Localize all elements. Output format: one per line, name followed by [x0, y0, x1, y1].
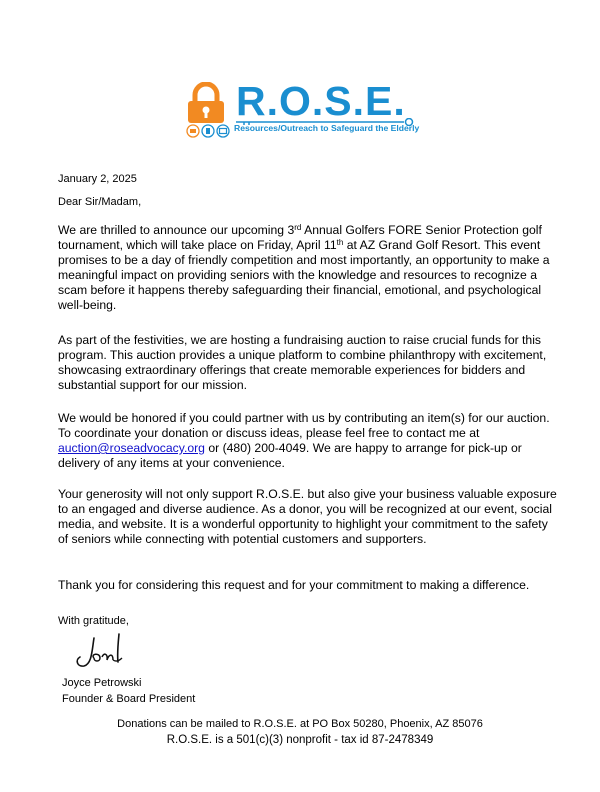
paragraph-thanks: Thank you for considering this request and for your commitment to making a difference.: [58, 578, 530, 592]
p1-sup-th: th: [336, 238, 344, 247]
paragraph-auction: As part of the festivities, we are hosting a fundraising auction to raise crucial funds for this program. This auction provides a unique platform to combine philanthropy with excitement, showcasing extraordinary offerings that create memorable experiences for bidders and substantial support for our mission.: [58, 333, 547, 392]
signer-title: Founder & Board President: [62, 693, 196, 705]
handwritten-signature: [72, 630, 132, 674]
p3-text-b: or (480) 200-4049. We are happy to arrange for pick-up or delivery of any items at your convenience.: [58, 441, 522, 470]
logo-title: R.O.S.E.: [236, 78, 406, 124]
salutation: Dear Sir/Madam,: [58, 196, 142, 208]
padlock-icon: [184, 82, 228, 126]
p1-text-b: Annual Golfers FORE Senior Protection golf tournament, which will take place on Friday, April 11: [58, 223, 542, 252]
footer-mailing-address: Donations can be mailed to R.O.S.E. at PO Box 50280, Phoenix, AZ 85076: [117, 718, 483, 730]
letter-date: January 2, 2025: [58, 173, 137, 185]
paragraph-contact: [58, 411, 558, 471]
email-link[interactable]: auction@roseadvocacy.org: [58, 441, 205, 455]
footer-tax-info: R.O.S.E. is a 501(c)(3) nonprofit - tax id 87-2478349: [166, 734, 434, 746]
paragraph-announcement: [58, 223, 558, 313]
signer-name: Joyce Petrowski: [62, 677, 142, 689]
p1-sup-rd: rd: [294, 223, 302, 232]
rose-logo: [184, 78, 420, 140]
p3-text-a: We would be honored if you could partner with us by contributing an item(s) for our auction. To coordinate your donation or discuss ideas, please feel free to contact me at: [58, 411, 550, 440]
p1-text-c: at AZ Grand Golf Resort. This event promises to be a day of friendly competition and most importantly, an opportunity to make a meaningful impact on providing seniors with the knowledge and resources to recognize a scam before it happens thereby safeguarding their financial, emotional, and psychological well-being.: [58, 238, 550, 312]
safety-icons: [186, 124, 232, 138]
p1-text-a: We are thrilled to announce our upcoming 3: [58, 223, 295, 237]
paragraph-generosity: Your generosity will not only support R.O.S.E. but also give your business valuable exposure to an engaged and diverse audience. As a donor, you will be recognized at our event, social media, and website. It is a wonderful opportunity to highlight your commitment to the safety of seniors while connecting with potential customers and supporters.: [58, 487, 557, 546]
logo-tagline: Resources/Outreach to Safeguard the Elderly: [234, 123, 420, 133]
closing-text: With gratitude,: [58, 615, 129, 627]
